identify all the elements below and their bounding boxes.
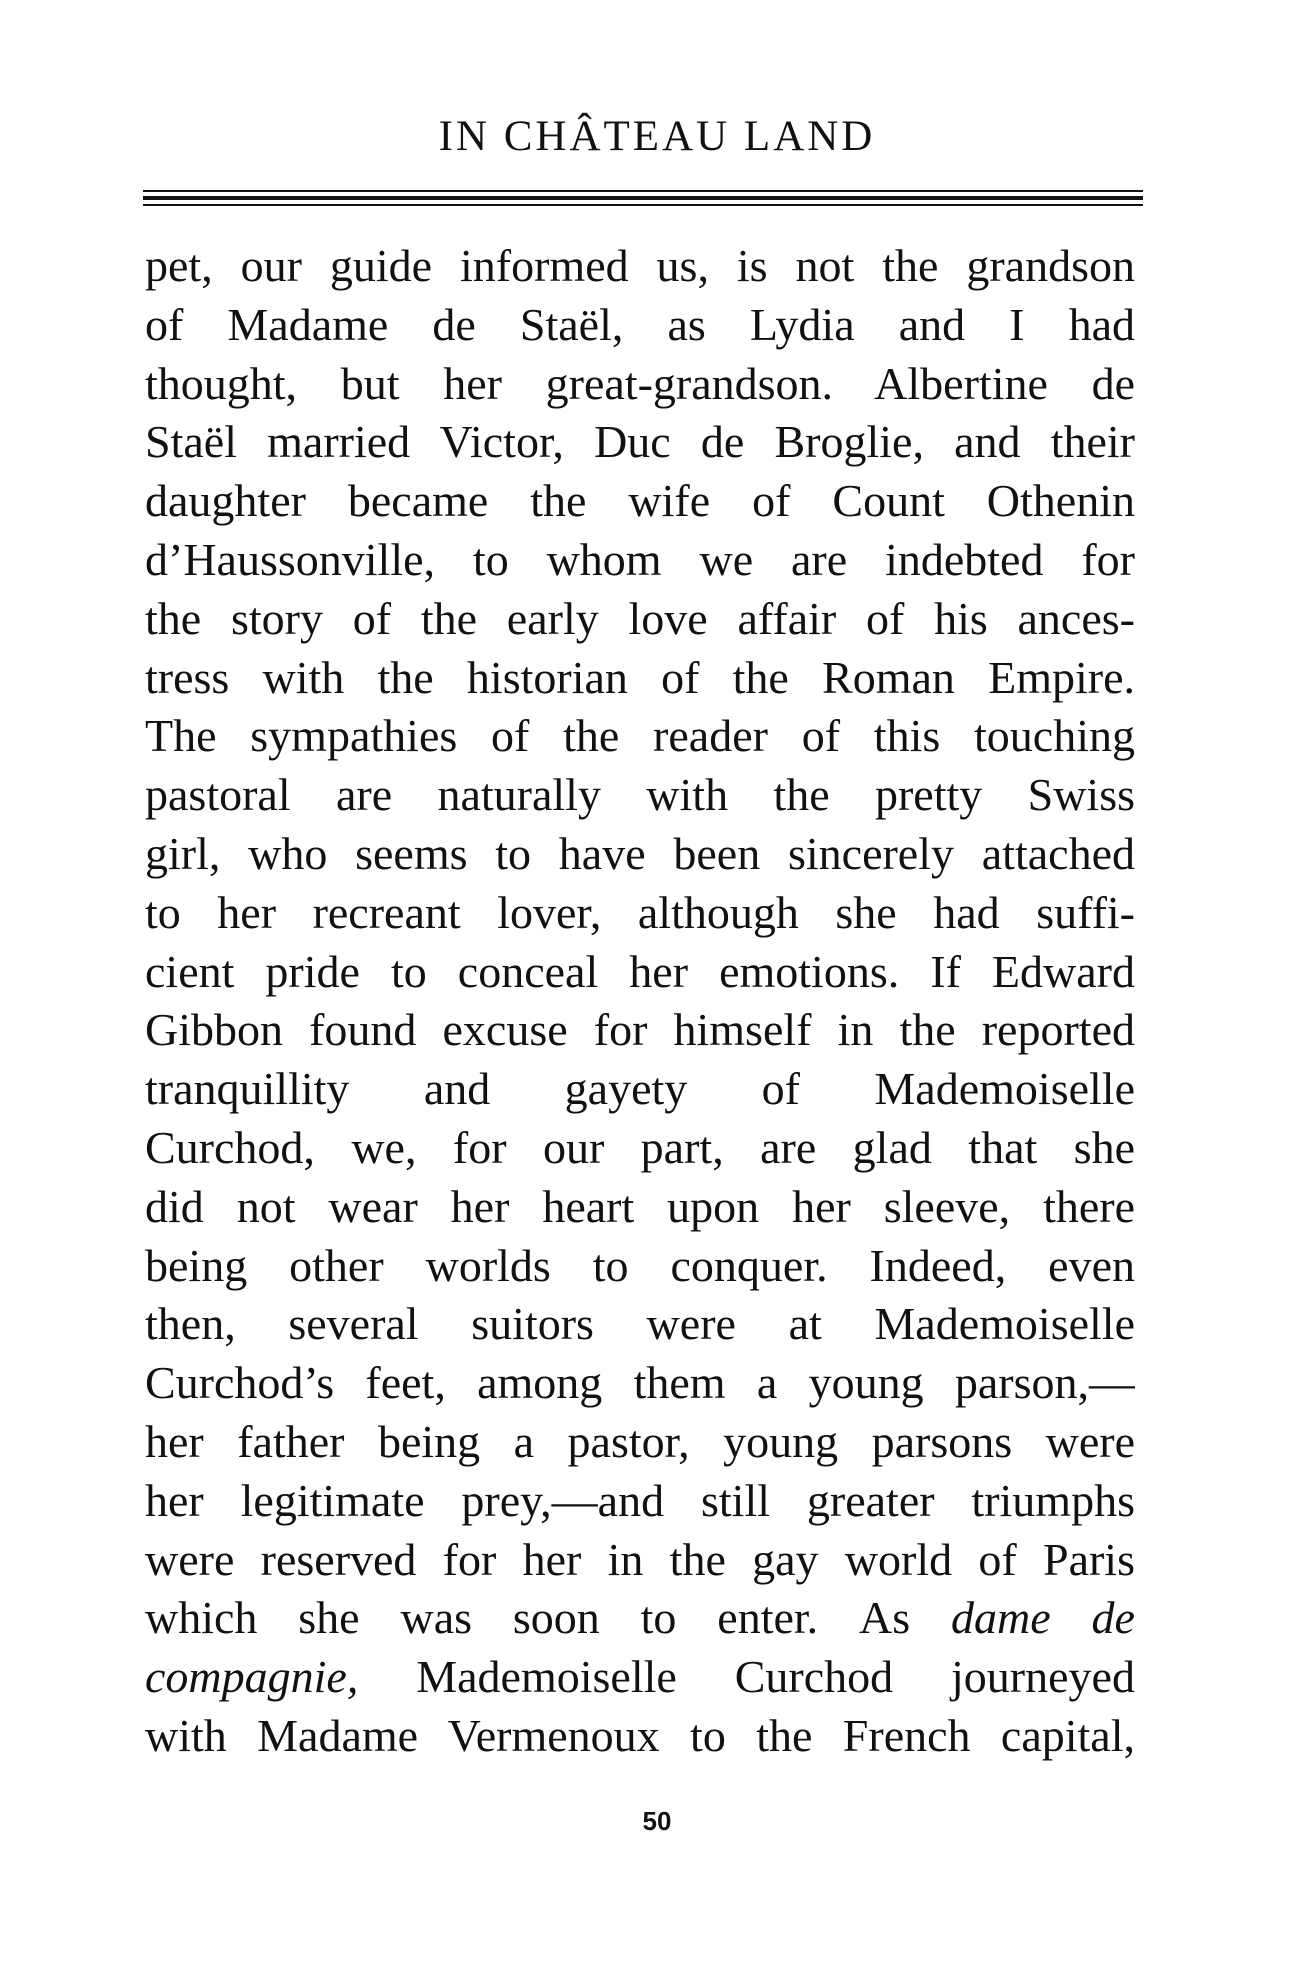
text-line: Gibbon found excuse for himself in the reported: [145, 1004, 1135, 1056]
text-line: pet, our guide informed us, is not the grandson: [145, 240, 1135, 291]
text-line: her father being a pastor, young parsons were: [145, 1415, 1135, 1467]
italic-word: dame: [951, 1592, 1051, 1644]
text-line: her legitimate prey,—and still greater triumphs: [145, 1474, 1135, 1526]
header-rule: [143, 204, 1143, 206]
body-text: [145, 237, 1135, 1766]
word: which: [145, 1592, 258, 1644]
text-line: to her recreant lover, although she had suffi-: [145, 886, 1135, 938]
text-line: girl, who seems to have been sincerely attached: [145, 827, 1135, 879]
running-head: IN CHÂTEAU LAND: [438, 113, 876, 160]
text-line: were reserved for her in the gay world of Paris: [145, 1533, 1135, 1585]
text-line: Curchod, we, for our part, are glad that she: [145, 1121, 1135, 1173]
text-line: d’Haussonville, to whom we are indebted for: [145, 533, 1135, 585]
word: was: [400, 1592, 473, 1644]
header-rule: [143, 196, 1143, 200]
text-line: then, several suitors were at Mademoiselle: [145, 1298, 1135, 1350]
page-number: 50: [642, 1806, 672, 1836]
text-line: [145, 1648, 1135, 1707]
word: she: [298, 1592, 360, 1644]
text-line: the story of the early love affair of his ances-: [145, 592, 1135, 644]
text-line: Staël married Victor, Duc de Broglie, and their: [145, 416, 1135, 468]
word: soon: [512, 1592, 600, 1644]
text-line: The sympathies of the reader of this touching: [145, 710, 1135, 762]
text-line: pastoral are naturally with the pretty Swiss: [145, 769, 1135, 821]
word: enter.: [717, 1592, 819, 1644]
text-line: cient pride to conceal her emotions. If Edward: [145, 945, 1135, 997]
word: Curchod: [734, 1651, 894, 1703]
word: Mademoiselle: [416, 1651, 677, 1703]
text-line: being other worlds to conquer. Indeed, even: [145, 1239, 1135, 1291]
italic-word: compagnie,: [145, 1651, 359, 1703]
text-line: thought, but her great-grandson. Albertine de: [145, 357, 1135, 409]
header-rule: [143, 190, 1143, 192]
text-line: with Madame Vermenoux to the French capital,: [145, 1709, 1135, 1761]
text-line: Curchod’s feet, among them a young parson,—: [145, 1357, 1135, 1409]
text-line: daughter became the wife of Count Othenin: [145, 475, 1135, 527]
word: As: [859, 1592, 911, 1644]
text-line: of Madame de Staël, as Lydia and I had: [145, 298, 1135, 350]
text-line: [145, 1589, 1135, 1648]
italic-word: de: [1091, 1592, 1135, 1644]
text-line: tress with the historian of the Roman Empire.: [145, 651, 1135, 703]
word: to: [640, 1592, 677, 1644]
text-line: tranquillity and gayety of Mademoiselle: [145, 1063, 1135, 1115]
word: journeyed: [951, 1651, 1135, 1703]
text-line: did not wear her heart upon her sleeve, there: [145, 1180, 1135, 1232]
